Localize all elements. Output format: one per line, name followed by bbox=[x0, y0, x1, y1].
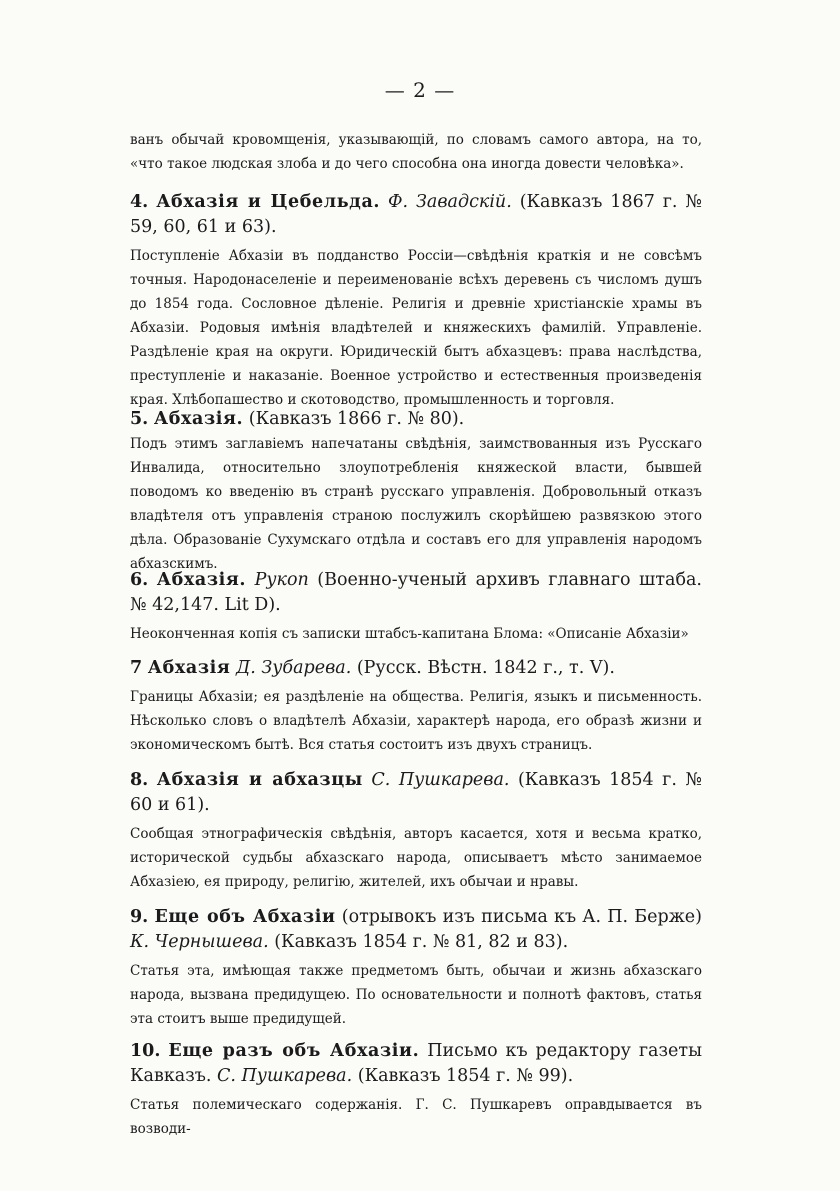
entry-description: Поступленіе Абхазіи въ подданство Россіи—свѣдѣнія краткія и не совсѣмъ точныя. Народонаселеніе и переименованіе всѣхъ деревень съ числомъ душъ до 1854 года. Сословное дѣленіе. Религія и древніе христіанскіе храмы въ Абхазіи. Родовыя имѣнія владѣтелей и княжескихъ фамилій. Управленіе. Раздѣленіе края на округи. Юридическій бытъ абхазцевъ: права наслѣдства, преступленіе и наказаніе. Военное устройство и естественныя произведенія края. Хлѣбопашество и скотоводство, промышленность и торговля. bbox=[130, 248, 702, 408]
entry-heading bbox=[130, 656, 702, 681]
entry-heading bbox=[130, 905, 702, 955]
bibliography-entry-6 bbox=[130, 568, 702, 646]
entry-description: Подъ этимъ заглавіемъ напечатаны свѣдѣнія, заимствованныя изъ Русскаго Инвалида, относительно злоупотребленія княжеской власти, бывшей поводомъ ко введенію въ странѣ русскаго управленія. Добровольный отказъ владѣтеля отъ управленія страною послужилъ скорѣйшею развязкою этого дѣла. Образованіе Сухумскаго отдѣла и составъ его для управленія народомъ абхазскимъ. bbox=[130, 436, 702, 572]
entry-number: 5. bbox=[130, 409, 149, 429]
continuation-text: ванъ обычай кровомщенія, указывающій, по словамъ самого автора, на то, «что такое людская злоба и до чего способна она иногда довести человѣка». bbox=[130, 132, 702, 172]
entry-description: Статья полемическаго содержанія. Г. С. Пушкаревъ оправдывается въ возводи- bbox=[130, 1097, 702, 1137]
entry-source: (Военно-ученый архивъ главнаго штаба. № 42,147. Lit D). bbox=[130, 570, 702, 615]
entry-description: Статья эта, имѣющая также предметомъ быть, обычаи и жизнь абхазскаго народа, вызвана предидущею. По основательности и полнотѣ фактовъ, статья эта стоитъ выше предидущей. bbox=[130, 963, 702, 1027]
entry-author: К. Чернышева. bbox=[130, 932, 269, 952]
entry-description: Границы Абхазіи; ея раздѣленіе на общества. Религія, языкъ и письменность. Нѣсколько словъ о владѣтелѣ Абхазіи, характерѣ народа, его образѣ жизни и экономическомъ бытѣ. Вся статья состоитъ изъ двухъ страницъ. bbox=[130, 689, 702, 753]
entry-heading bbox=[130, 1039, 702, 1089]
bibliography-entry-8 bbox=[130, 768, 702, 894]
entry-description: Сообщая этнографическія свѣдѣнія, авторъ касается, хотя и весьма кратко, исторической судьбы абхазскаго народа, описываетъ мѣсто занимаемое Абхазіею, ея природу, религію, жителей, ихъ обычаи и нравы. bbox=[130, 826, 702, 890]
entry-source: (Кавказъ 1867 г. № 59, 60, 61 и 63). bbox=[130, 192, 702, 237]
entry-number: 4. bbox=[130, 192, 149, 212]
bibliography-entry-4 bbox=[130, 190, 702, 412]
entry-title: Еще разъ объ Абхазіи. bbox=[168, 1041, 420, 1061]
entry-title: Абхазія и абхазцы bbox=[156, 770, 363, 790]
entry-author: С. Пушкарева. bbox=[217, 1066, 353, 1086]
entry-number: 7 bbox=[130, 658, 143, 678]
entry-number: 8. bbox=[130, 770, 149, 790]
entry-number: 10. bbox=[130, 1041, 161, 1061]
entry-source: (Кавказъ 1866 г. № 80). bbox=[248, 409, 465, 429]
entry-author: Д. Зубарева. bbox=[236, 658, 352, 678]
entry-number: 9. bbox=[130, 907, 149, 927]
entry-source-2: (Кавказъ 1854 г. № 81, 82 и 83). bbox=[274, 932, 569, 952]
entry-author: Ф. Завадскій. bbox=[388, 192, 512, 212]
entry-title: Абхазія bbox=[147, 658, 231, 678]
entry-source: (Русск. Вѣстн. 1842 г., т. V). bbox=[356, 658, 615, 678]
entry-heading bbox=[130, 190, 702, 240]
page-number: — 2 — bbox=[384, 78, 456, 102]
entry-title: Абхазія. bbox=[156, 570, 247, 590]
entry-source: (Кавказъ 1854 г. № 60 и 61). bbox=[130, 770, 702, 815]
entry-title: Абхазія. bbox=[153, 409, 244, 429]
entry-heading bbox=[130, 568, 702, 618]
entry-source: (отрывокъ изъ письма къ А. П. Берже) bbox=[341, 907, 702, 927]
entry-number: 6. bbox=[130, 570, 149, 590]
entry-author: С. Пушкарева. bbox=[371, 770, 510, 790]
bibliography-entry-7 bbox=[130, 656, 702, 757]
entry-description: Неоконченная копія съ записки штабсъ-капитана Блома: «Описаніе Абхазіи» bbox=[130, 626, 689, 642]
entry-source-2: (Кавказъ 1854 г. № 99). bbox=[357, 1066, 574, 1086]
entry-heading bbox=[130, 407, 702, 432]
entry-title: Абхазія и Цебельда. bbox=[156, 192, 381, 212]
entry-heading bbox=[130, 768, 702, 818]
bibliography-entry-9 bbox=[130, 905, 702, 1031]
entry-author: Рукоп bbox=[254, 570, 309, 590]
bibliography-entry-5 bbox=[130, 407, 702, 576]
bibliography-entry-10 bbox=[130, 1039, 702, 1141]
entry-source: Письмо къ редактору газеты Кавказъ. bbox=[130, 1041, 702, 1086]
entry-title: Еще объ Абхазіи bbox=[154, 907, 336, 927]
